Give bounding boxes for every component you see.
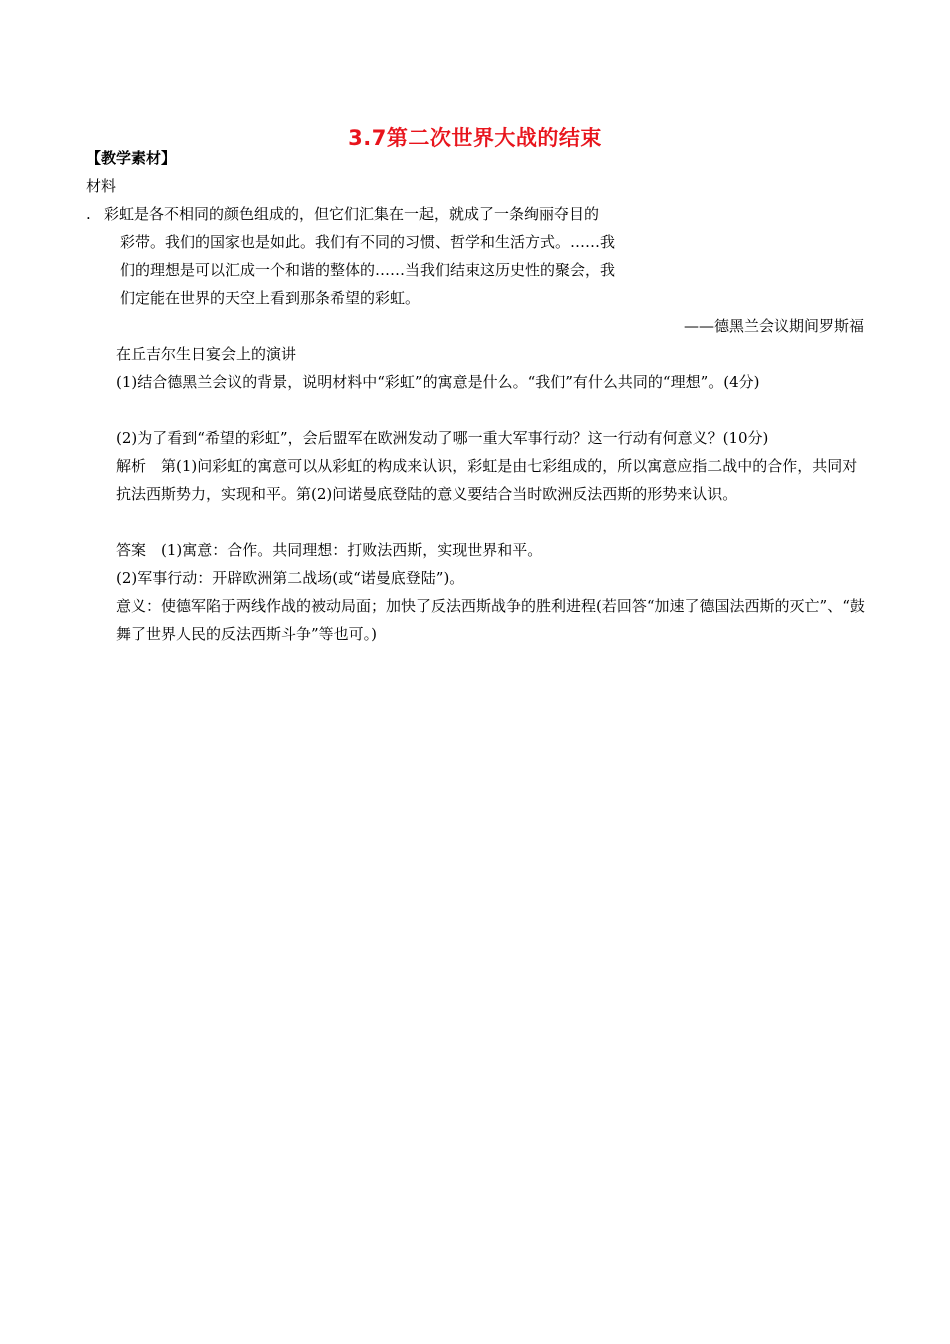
question-1: (1)结合德黑兰会议的背景，说明材料中“彩虹”的寓意是什么。“我们”有什么共同的“理想”。(4分) [116, 373, 760, 391]
quote-line: 彩带。我们的国家也是如此。我们有不同的习惯、哲学和生活方式。……我 [120, 233, 616, 251]
quote-line: 们的理想是可以汇成一个和谐的整体的……当我们结束这历史性的聚会，我 [120, 261, 616, 279]
answer-3: 意义：使德军陷于两线作战的被动局面；加快了反法西斯战争的胜利进程(若回答“加速了德国法西斯的灭亡”、“鼓舞了世界人民的反法西斯斗争”等也可。) [116, 597, 865, 643]
question-2: (2)为了看到“希望的彩虹”，会后盟军在欧洲发动了哪一重大军事行动？这一行动有何意义？(10分) [116, 429, 769, 447]
material-label: 材料 [86, 177, 117, 195]
quote-line: 彩虹是各不相同的颜色组成的，但它们汇集在一起，就成了一条绚丽夺目的 [104, 205, 600, 223]
analysis-paragraph: 解析 第(1)问彩虹的寓意可以从彩虹的构成来认识，彩虹是由七彩组成的，所以寓意应指二战中的合作，共同对抗法西斯势力，实现和平。第(2)问诺曼底登陆的意义要结合当时欧洲反法西斯的形势来认识。 [116, 457, 858, 503]
quote-attribution-continued: 在丘吉尔生日宴会上的演讲 [116, 345, 297, 363]
bullet-dot: . [86, 205, 91, 223]
page-title: 3.7第二次世界大战的结束 [348, 126, 602, 150]
section-tag: 【教学素材】 [86, 149, 177, 167]
quote-line: 们定能在世界的天空上看到那条希望的彩虹。 [120, 289, 421, 307]
answer-2: (2)军事行动：开辟欧洲第二战场(或“诺曼底登陆”)。 [116, 569, 465, 587]
answer-1: 答案 (1)寓意：合作。共同理想：打败法西斯，实现世界和平。 [116, 541, 543, 559]
quote-attribution: ——德黑兰会议期间罗斯福 [683, 317, 864, 335]
